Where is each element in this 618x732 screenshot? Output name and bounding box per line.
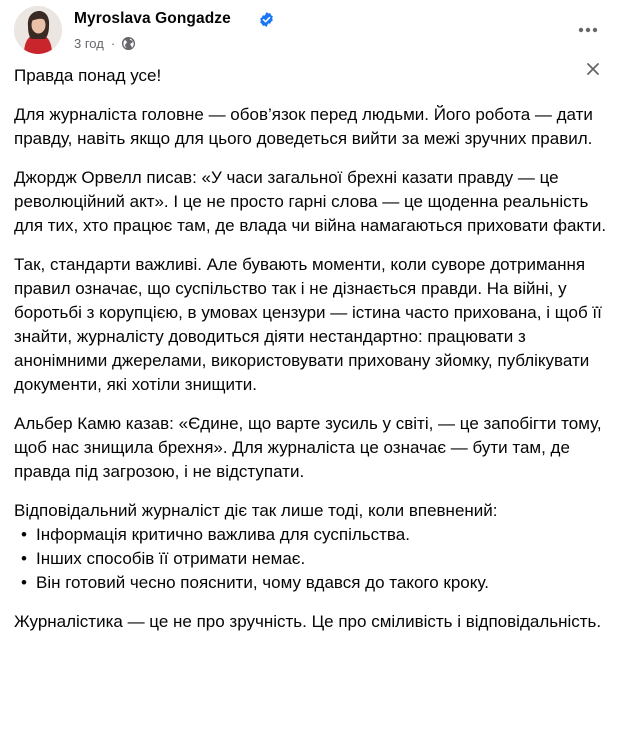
author-name[interactable]: Myroslava Gongadze — [74, 10, 231, 27]
list-item — [14, 523, 610, 547]
post-header — [14, 6, 606, 56]
list-item — [14, 571, 610, 595]
list-item-text: Він готовий чесно пояснити, чому вдався до такого кроку. — [36, 573, 489, 592]
post-paragraph: Відповідальний журналіст діє так лише тоді, коли впевнений: — [14, 501, 498, 520]
bullet-list — [14, 523, 610, 595]
list-item — [14, 547, 610, 571]
more-dots-icon — [578, 27, 598, 33]
post-paragraph: Правда понад усе! — [14, 66, 162, 85]
globe-icon[interactable] — [121, 36, 136, 51]
bullet-symbol: • — [21, 525, 27, 544]
list-item-text: Інформація критично важлива для суспільства. — [36, 525, 410, 544]
post-paragraph: Так, стандарти важливі. Але бувають моменти, коли суворе дотримання правил означає, що суспільство так і не дізнається правди. На війні, у боротьбі з корупцією, в умовах цензури — істина часто прихована, і щоб її знайти, журналісту доводиться діяти нестандартно: працювати з анонімними джерелами, використовувати приховану зйомку, публікувати документи, які хотіли знищити. — [14, 255, 602, 394]
verified-badge-icon — [258, 11, 275, 28]
bullet-symbol: • — [21, 573, 27, 592]
post-meta — [74, 34, 136, 52]
post-timestamp[interactable]: 3 год — [74, 35, 104, 51]
list-item-text: Інших способів її отримати немає. — [36, 549, 306, 568]
post-paragraph: Для журналіста головне — обов’язок перед людьми. Його робота — дати правду, навіть якщо для цього доведеться вийти за межі зручних правил. — [14, 105, 593, 148]
post-paragraph: Альбер Камю казав: «Єдине, що варте зусиль у світі, — це запобігти тому, щоб нас знищила брехня». Для журналіста це означає — бути там, де правда під загрозою, і не відступати. — [14, 414, 602, 481]
bullet-symbol: • — [21, 549, 27, 568]
post-body — [14, 64, 610, 634]
avatar[interactable] — [14, 6, 62, 54]
avatar-photo — [14, 6, 62, 54]
more-options-button[interactable] — [570, 12, 606, 48]
post-paragraph: Джордж Орвелл писав: «У часи загальної брехні казати правду — це революційний акт». І це не просто гарні слова — це щоденна реальність для тих, хто працює там, де влада чи війна намагаються приховати факти. — [14, 168, 607, 235]
meta-separator: · — [110, 35, 116, 51]
post-closing: Журналістика — це не про зручність. Це про сміливість і відповідальність. — [14, 612, 602, 631]
